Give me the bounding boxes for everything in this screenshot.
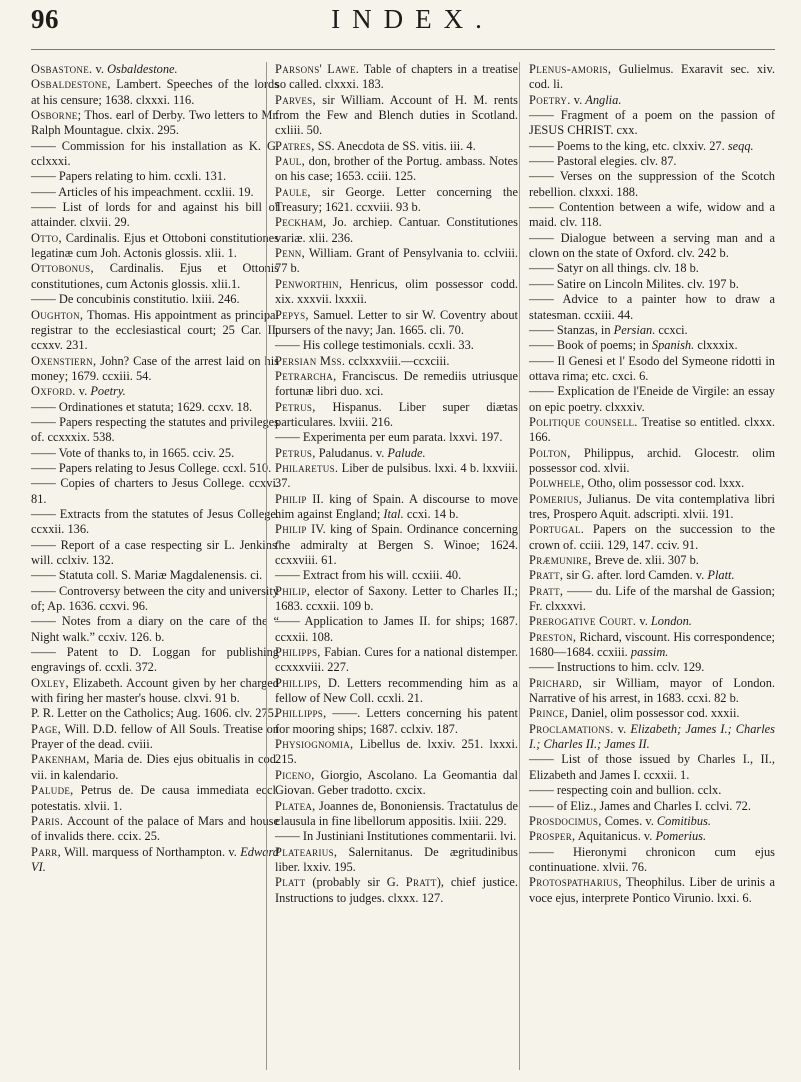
index-entry: —— List of those issued by Charles I., II., Elizabeth and James I. ccxxii. 1.: [529, 752, 775, 782]
index-entry: Physiognomia, Libellus de. lxxiv. 251. lxxxi. 215.: [275, 737, 518, 767]
index-entry: —— Satyr on all things. clv. 18 b.: [529, 261, 699, 276]
index-entry: Patres, SS. Anecdota de SS. vitis. iii. 4.: [275, 138, 476, 153]
index-entry: Petrus, Hispanus. Liber super diætas particulares. lxviii. 216.: [275, 399, 518, 429]
index-entry: —— Pastoral elegies. clv. 87.: [529, 154, 677, 169]
index-entry: —— Copies of charters to Jesus College. ccxvi. 81.: [31, 476, 279, 506]
index-entry: Pepys, Samuel. Letter to sir W. Coventry about pursers of the navy; Jan. 1665. cli. 70.: [275, 307, 518, 337]
index-entry: Prichard, sir William, mayor of London. Narrative of his arrest, in 1683. ccxi. 82 b.: [529, 675, 775, 706]
index-entry: —— Commission for his installation as K. G. cclxxxi.: [31, 138, 279, 169]
index-entry: —— Dialogue between a serving man and a clown on the state of Oxford. clv. 242 b.: [529, 230, 775, 261]
index-entry: Oxenstiern, John? Case of the arrest laid on his money; 1679. ccxiii. 54.: [31, 353, 279, 383]
index-entry: —— Satire on Lincoln Milites. clv. 197 b.: [529, 276, 739, 291]
index-entry: —— His college testimonials. ccxli. 33.: [275, 338, 474, 353]
index-entry: —— Ordinationes et statuta; 1629. ccxv. 18.: [31, 399, 253, 414]
index-entry: Polwhele, Otho, olim possessor cod. lxxx.: [529, 476, 745, 491]
index-entry: Prince, Daniel, olim possessor cod. xxxii.: [529, 706, 740, 721]
index-entry: Prosdocimus, Comes. v. Comitibus.: [529, 813, 711, 828]
index-entry: —— Patent to D. Loggan for publishing engravings of. ccxli. 372.: [31, 645, 279, 675]
index-entry: Paule, sir George. Letter concerning the Treasury; 1621. ccxviii. 93 b.: [275, 184, 518, 215]
index-entry: Paris. Account of the palace of Mars and house of invalids there. ccix. 25.: [31, 813, 279, 844]
index-entry: Pakenham, Maria de. Dies ejus obitualis in cod. vii. in kalendario.: [31, 752, 279, 782]
index-entry: Peckham, Jo. archiep. Cantuar. Constitutiones variæ. xlii. 236.: [275, 215, 518, 245]
index-entry: Ottobonus, Cardinalis. Ejus et Ottonis constitutiones, cum Actonis glossis. xlii.1.: [31, 261, 279, 291]
index-entry: Pomerius, Julianus. De vita contemplativa libri tres, Prospero Aquit. adscripti. xlvii. 191.: [529, 491, 775, 521]
index-entry: —— Notes from a diary on the care of the “ Night walk.” ccxiv. 126. b.: [31, 614, 279, 644]
index-entry: Osborne; Thos. earl of Derby. Two letters to Mr. Ralph Mountague. clxix. 295.: [31, 108, 279, 138]
index-entry: —— Extract from his will. ccxiii. 40.: [275, 568, 462, 583]
index-entry: Pratt, sir G. after. lord Camden. v. Platt.: [529, 568, 735, 583]
column-separator: [266, 62, 267, 1070]
index-entry: Proclamations. v. Elizabeth; James I.; Charles I.; Charles II.; James II.: [529, 721, 776, 752]
index-entry: —— Experimenta per eum parata. lxxvi. 197.: [275, 430, 503, 445]
index-entry: Parves, sir William. Account of H. M. rents from the Few and Blench duties in Scotland. cxliii. 50.: [275, 92, 518, 138]
index-column-2: [275, 62, 518, 906]
index-entry: Philip IV. king of Spain. Ordinance concerning the admiralty at Bergen S. Winoe; 1624. ccxxviii. 61.: [275, 522, 518, 567]
index-entry: Otto, Cardinalis. Ejus et Ottoboni constitutiones legatinæ cum Joh. Actonis glossis. xlii. 1.: [31, 230, 279, 261]
index-entry: —— Advice to a painter how to draw a statesman. ccxiii. 44.: [529, 292, 775, 322]
running-head: INDEX.: [331, 4, 494, 34]
index-entry: Platea, Joannes de, Bononiensis. Tractatulus de clausula in fine libellorum appositis. lxiii. 229.: [275, 798, 518, 828]
index-entry: Portugal. Papers on the succession to the crown of. cciii. 129, 147. cciv. 91.: [529, 522, 775, 552]
index-entry: Prosper, Aquitanicus. v. Pomerius.: [529, 829, 707, 844]
index-entry: Oxley, Elizabeth. Account given by her charged with firing her master's house. clxvi. 91 b.: [31, 675, 279, 706]
index-entry: —— respecting coin and bullion. cclx.: [529, 783, 722, 798]
index-entry: Platt (probably sir G. Pratt), chief justice. Instructions to judges. clxxx. 127.: [275, 875, 519, 905]
column-separator: [519, 62, 520, 1070]
index-entry: Paul, don, brother of the Portug. ambass. Notes on his case; 1653. cciii. 125.: [275, 154, 518, 184]
index-entry: —— Vote of thanks to, in 1665. cciv. 25.: [31, 445, 235, 460]
index-entry: Præmunire, Breve de. xlii. 307 b.: [529, 553, 699, 567]
index-entry: —— Fragment of a poem on the passion of JESUS CHRIST. cxx.: [529, 108, 775, 138]
index-entry: Phillips, D. Letters recommending him as a fellow of New Coll. ccxli. 21.: [275, 675, 518, 706]
index-entry: Politique counsell. Treatise so entitled. clxxx. 166.: [529, 414, 775, 445]
index-entry: Platearius, Salernitanus. De ægritudinibus liber. lxxiv. 195.: [275, 844, 518, 874]
header-rule: [31, 49, 775, 50]
index-entry: —— In Justiniani Institutiones commentarii. lvi.: [275, 829, 517, 844]
index-entry: —— Report of a case respecting sir L. Jenkins' will. cclxiv. 132.: [31, 537, 279, 567]
index-entry: Persian Mss. cclxxxviii.—ccxciii.: [275, 353, 450, 368]
index-entry: —— Hieronymi chronicon cum ejus continuatione. xlvii. 76.: [529, 844, 775, 874]
index-entry: —— Papers respecting the statutes and privileges of. ccxxxix. 538.: [31, 414, 279, 445]
index-entry: —— Application to James II. for ships; 1687. ccxxii. 108.: [275, 614, 518, 644]
index-entry: —— Poems to the king, etc. clxxiv. 27. seqq.: [529, 138, 754, 153]
index-entry: —— Statuta coll. S. Mariæ Magdalenensis. ci.: [31, 568, 263, 583]
index-entry: Oughton, Thomas. His appointment as principal registrar to the ecclesiastical court; 25 Car. II. ccxxv. 231.: [31, 307, 279, 353]
index-entry: P. R. Letter on the Catholics; Aug. 1606. clv. 275.: [31, 706, 277, 721]
index-entry: Protospatharius, Theophilus. Liber de urinis a voce ejus, interprete Pontico Virunio. lxxi. 6.: [529, 875, 775, 905]
index-entry: Prerogative Court. v. London.: [529, 614, 692, 629]
index-entry: Penworthin, Henricus, olim possessor codd. xix. xxxvii. lxxxii.: [275, 276, 518, 307]
index-entry: Philaretus. Liber de pulsibus. lxxi. 4 b. lxxviii. 37.: [275, 460, 518, 491]
index-entry: Oxford. v. Poetry.: [31, 384, 126, 399]
index-entry: —— Contention between a wife, widow and a maid. clv. 118.: [529, 200, 775, 230]
index-entry: —— Explication de l'Eneide de Virgile: an essay on epic poetry. clxxxiv.: [529, 384, 775, 414]
index-entry: —— Controversy between the city and university of; Ap. 1636. ccxvi. 96.: [31, 583, 279, 614]
index-entry: Palude, Petrus de. De causa immediata eccl. potestatis. xlvii. 1.: [31, 783, 279, 813]
index-entry: Petrus, Paludanus. v. Palude.: [275, 445, 426, 460]
index-entry: Preston, Richard, viscount. His correspondence; 1680—1684. ccxiii. passim.: [529, 629, 775, 660]
index-entry: Phillipps, ——. Letters concerning his patent for mooring ships; 1687. cclxiv. 187.: [275, 706, 518, 736]
index-entry: —— Verses on the suppression of the Scotch rebellion. clxxxi. 188.: [529, 169, 775, 199]
index-entry: Osbaldestone, Lambert. Speeches of the lords at his censure; 1638. clxxxi. 116.: [31, 77, 279, 107]
index-column-3: [529, 62, 775, 906]
index-entry: Polton, Philippus, archid. Glocestr. olim possessor cod. xlvii.: [529, 445, 775, 475]
index-entry: Piceno, Giorgio, Ascolano. La Geomantia dal Giovan. Geber tradotto. cxcix.: [275, 767, 518, 798]
index-entry: Pratt, —— du. Life of the marshal de Gassion; Fr. clxxxvi.: [529, 583, 775, 614]
index-column-1: [31, 62, 279, 875]
index-entry: —— Papers relating to Jesus College. ccxl. 510.: [31, 460, 272, 475]
index-entry: Petrarcha, Franciscus. De remediis utriusque fortunæ libri duo. xci.: [275, 368, 518, 399]
index-entry: —— List of lords for and against his bill of attainder. clxvii. 29.: [31, 200, 279, 230]
index-entry: Poetry. v. Anglia.: [529, 92, 622, 107]
page-number: 96: [31, 4, 59, 34]
index-entry: Osbastone. v. Osbaldestone.: [31, 62, 178, 76]
index-entry: Parsons' Lawe. Table of chapters in a treatise so called. clxxxi. 183.: [275, 62, 519, 92]
index-entry: —— De concubinis constitutio. lxiii. 246.: [31, 292, 240, 307]
index-entry: —— Stanzas, in Persian. ccxci.: [529, 322, 688, 337]
index-entry: Penn, William. Grant of Pensylvania to. cclviii. 77 b.: [275, 246, 518, 276]
index-entry: —— Il Genesi et l' Esodo del Symeone ridotti in ottava rima; etc. cxci. 6.: [529, 353, 775, 383]
index-entry: Philip II. king of Spain. A discourse to move him against England; Ital. ccxi. 14 b.: [275, 491, 518, 521]
index-entry: —— Articles of his impeachment. ccxlii. 19.: [31, 184, 254, 199]
index-entry: Philip, elector of Saxony. Letter to Charles II.; 1683. ccxxii. 109 b.: [275, 583, 518, 614]
index-entry: —— Book of poems; in Spanish. clxxxix.: [529, 338, 738, 353]
index-entry: —— Instructions to him. cclv. 129.: [529, 660, 705, 675]
index-entry: Parr, Will. marquess of Northampton. v. Edward VI.: [31, 844, 279, 874]
index-entry: —— Extracts from the statutes of Jesus College. ccxxii. 136.: [31, 506, 279, 537]
index-entry: Plenus-amoris, Gulielmus. Exaravit sec. xiv. cod. li.: [529, 62, 775, 92]
index-entry: Page, Will. D.D. fellow of All Souls. Treatise on Prayer of the dead. cviii.: [31, 721, 279, 752]
index-entry: —— Papers relating to him. ccxli. 131.: [31, 169, 227, 184]
index-entry: —— of Eliz., James and Charles I. cclvi. 72.: [529, 798, 751, 813]
index-entry: Philipps, Fabian. Cures for a national distemper. ccxxxviii. 227.: [275, 645, 518, 675]
